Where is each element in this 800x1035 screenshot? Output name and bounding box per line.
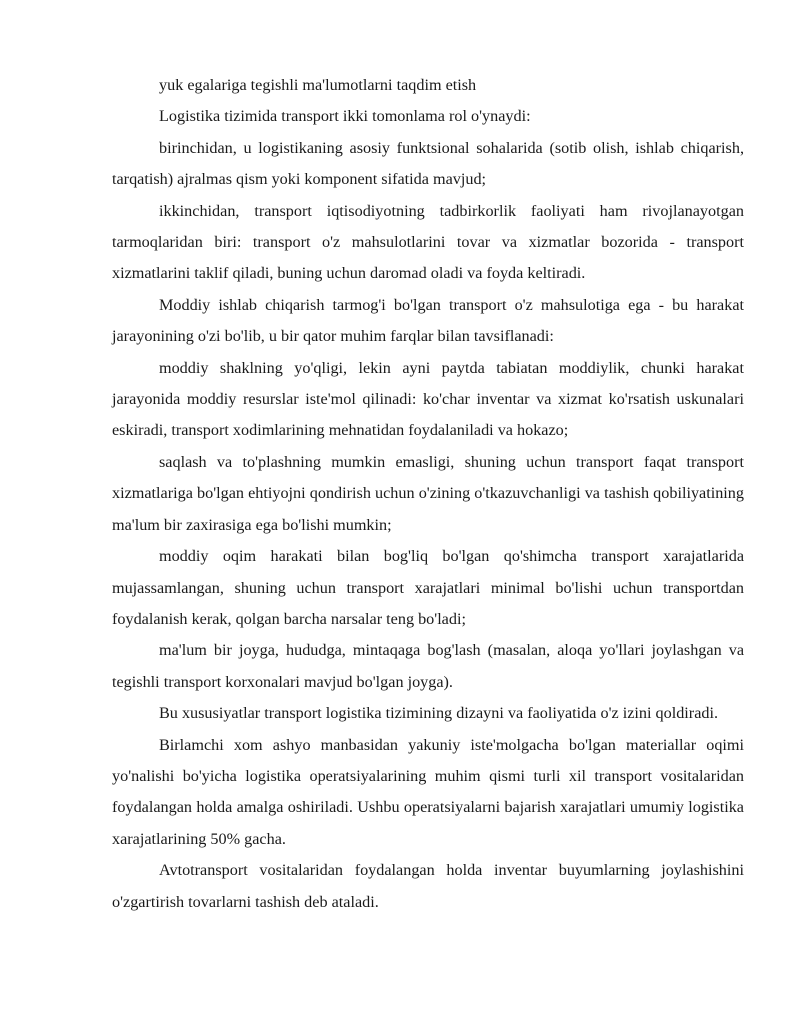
paragraph-4: ikkinchidan, transport iqtisodiyotning tadbirkorlik faoliyati ham rivojlanayotgan tarmoqlaridan biri: transport o'z mahsulotlarini tovar va xizmatlar bozorida - transport xizmatlarini taklif qiladi, buning uchun daromad oladi va foyda keltiradi. bbox=[112, 201, 744, 283]
paragraph-8: moddiy oqim harakati bilan bog'liq bo'lgan qo'shimcha transport xarajatlarida mujassamlangan, shuning uchun transport xarajatlari minimal bo'lishi uchun transportdan foydalanish kerak, qolgan barcha narsalar teng bo'ladi; bbox=[112, 547, 744, 628]
paragraph-7: saqlash va to'plashning mumkin emasligi, shuning uchun transport faqat transport xizmatlariga bo'lgan ehtiyojni qondirish uchun o'zining o'tkazuvchanligi va tashish qobiliyatining ma'lum bir zaxirasiga ega bo'lishi mumkin; bbox=[112, 452, 744, 534]
paragraph-5: Moddiy ishlab chiqarish tarmog'i bo'lgan transport o'z mahsulotiga ega - bu harakat jarayonining o'zi bo'lib, u bir qator muhim farqlar bilan tavsiflanadi: bbox=[112, 295, 744, 346]
paragraph-2: Logistika tizimida transport ikki tomonlama rol o'ynaydi: bbox=[159, 107, 531, 126]
paragraph-9: ma'lum bir joyga, hududga, mintaqaga bog'lash (masalan, aloqa yo'llari joylashgan va tegishli transport korxonalari mavjud bo'lgan joyga). bbox=[112, 641, 744, 691]
paragraph-10: Bu xususiyatlar transport logistika tizimining dizayni va faoliyatida o'z izini qoldiradi. bbox=[159, 704, 719, 723]
paragraph-3: birinchidan, u logistikaning asosiy funktsional sohalarida (sotib olish, ishlab chiqarish, tarqatish) ajralmas qism yoki komponent sifatida mavjud; bbox=[112, 138, 744, 189]
document-page bbox=[112, 70, 744, 918]
paragraph-12: Avtotransport vositalaridan foydalangan holda inventar buyumlarning joylashishini o'zgartirish tovarlarni tashish deb ataladi. bbox=[112, 861, 744, 911]
paragraph-11: Birlamchi xom ashyo manbasidan yakuniy iste'molgacha bo'lgan materiallar oqimi yo'nalishi bo'yicha logistika operatsiyalarining muhim qismi turli xil transport vositalaridan foydalangan holda amalga oshiriladi. Ushbu operatsiyalarni bajarish xarajatlari umumiy logistika xarajatlarining 50% gacha. bbox=[112, 735, 744, 848]
paragraph-6: moddiy shaklning yo'qligi, lekin ayni paytda tabiatan moddiylik, chunki harakat jarayonida moddiy resurslar iste'mol qilinadi: ko'char inventar va xizmat ko'rsatish uskunalari eskiradi, transport xodimlarining mehnatidan foydalaniladi va hokazo; bbox=[112, 358, 744, 440]
paragraph-1: yuk egalariga tegishli ma'lumotlarni taqdim etish bbox=[159, 76, 477, 94]
